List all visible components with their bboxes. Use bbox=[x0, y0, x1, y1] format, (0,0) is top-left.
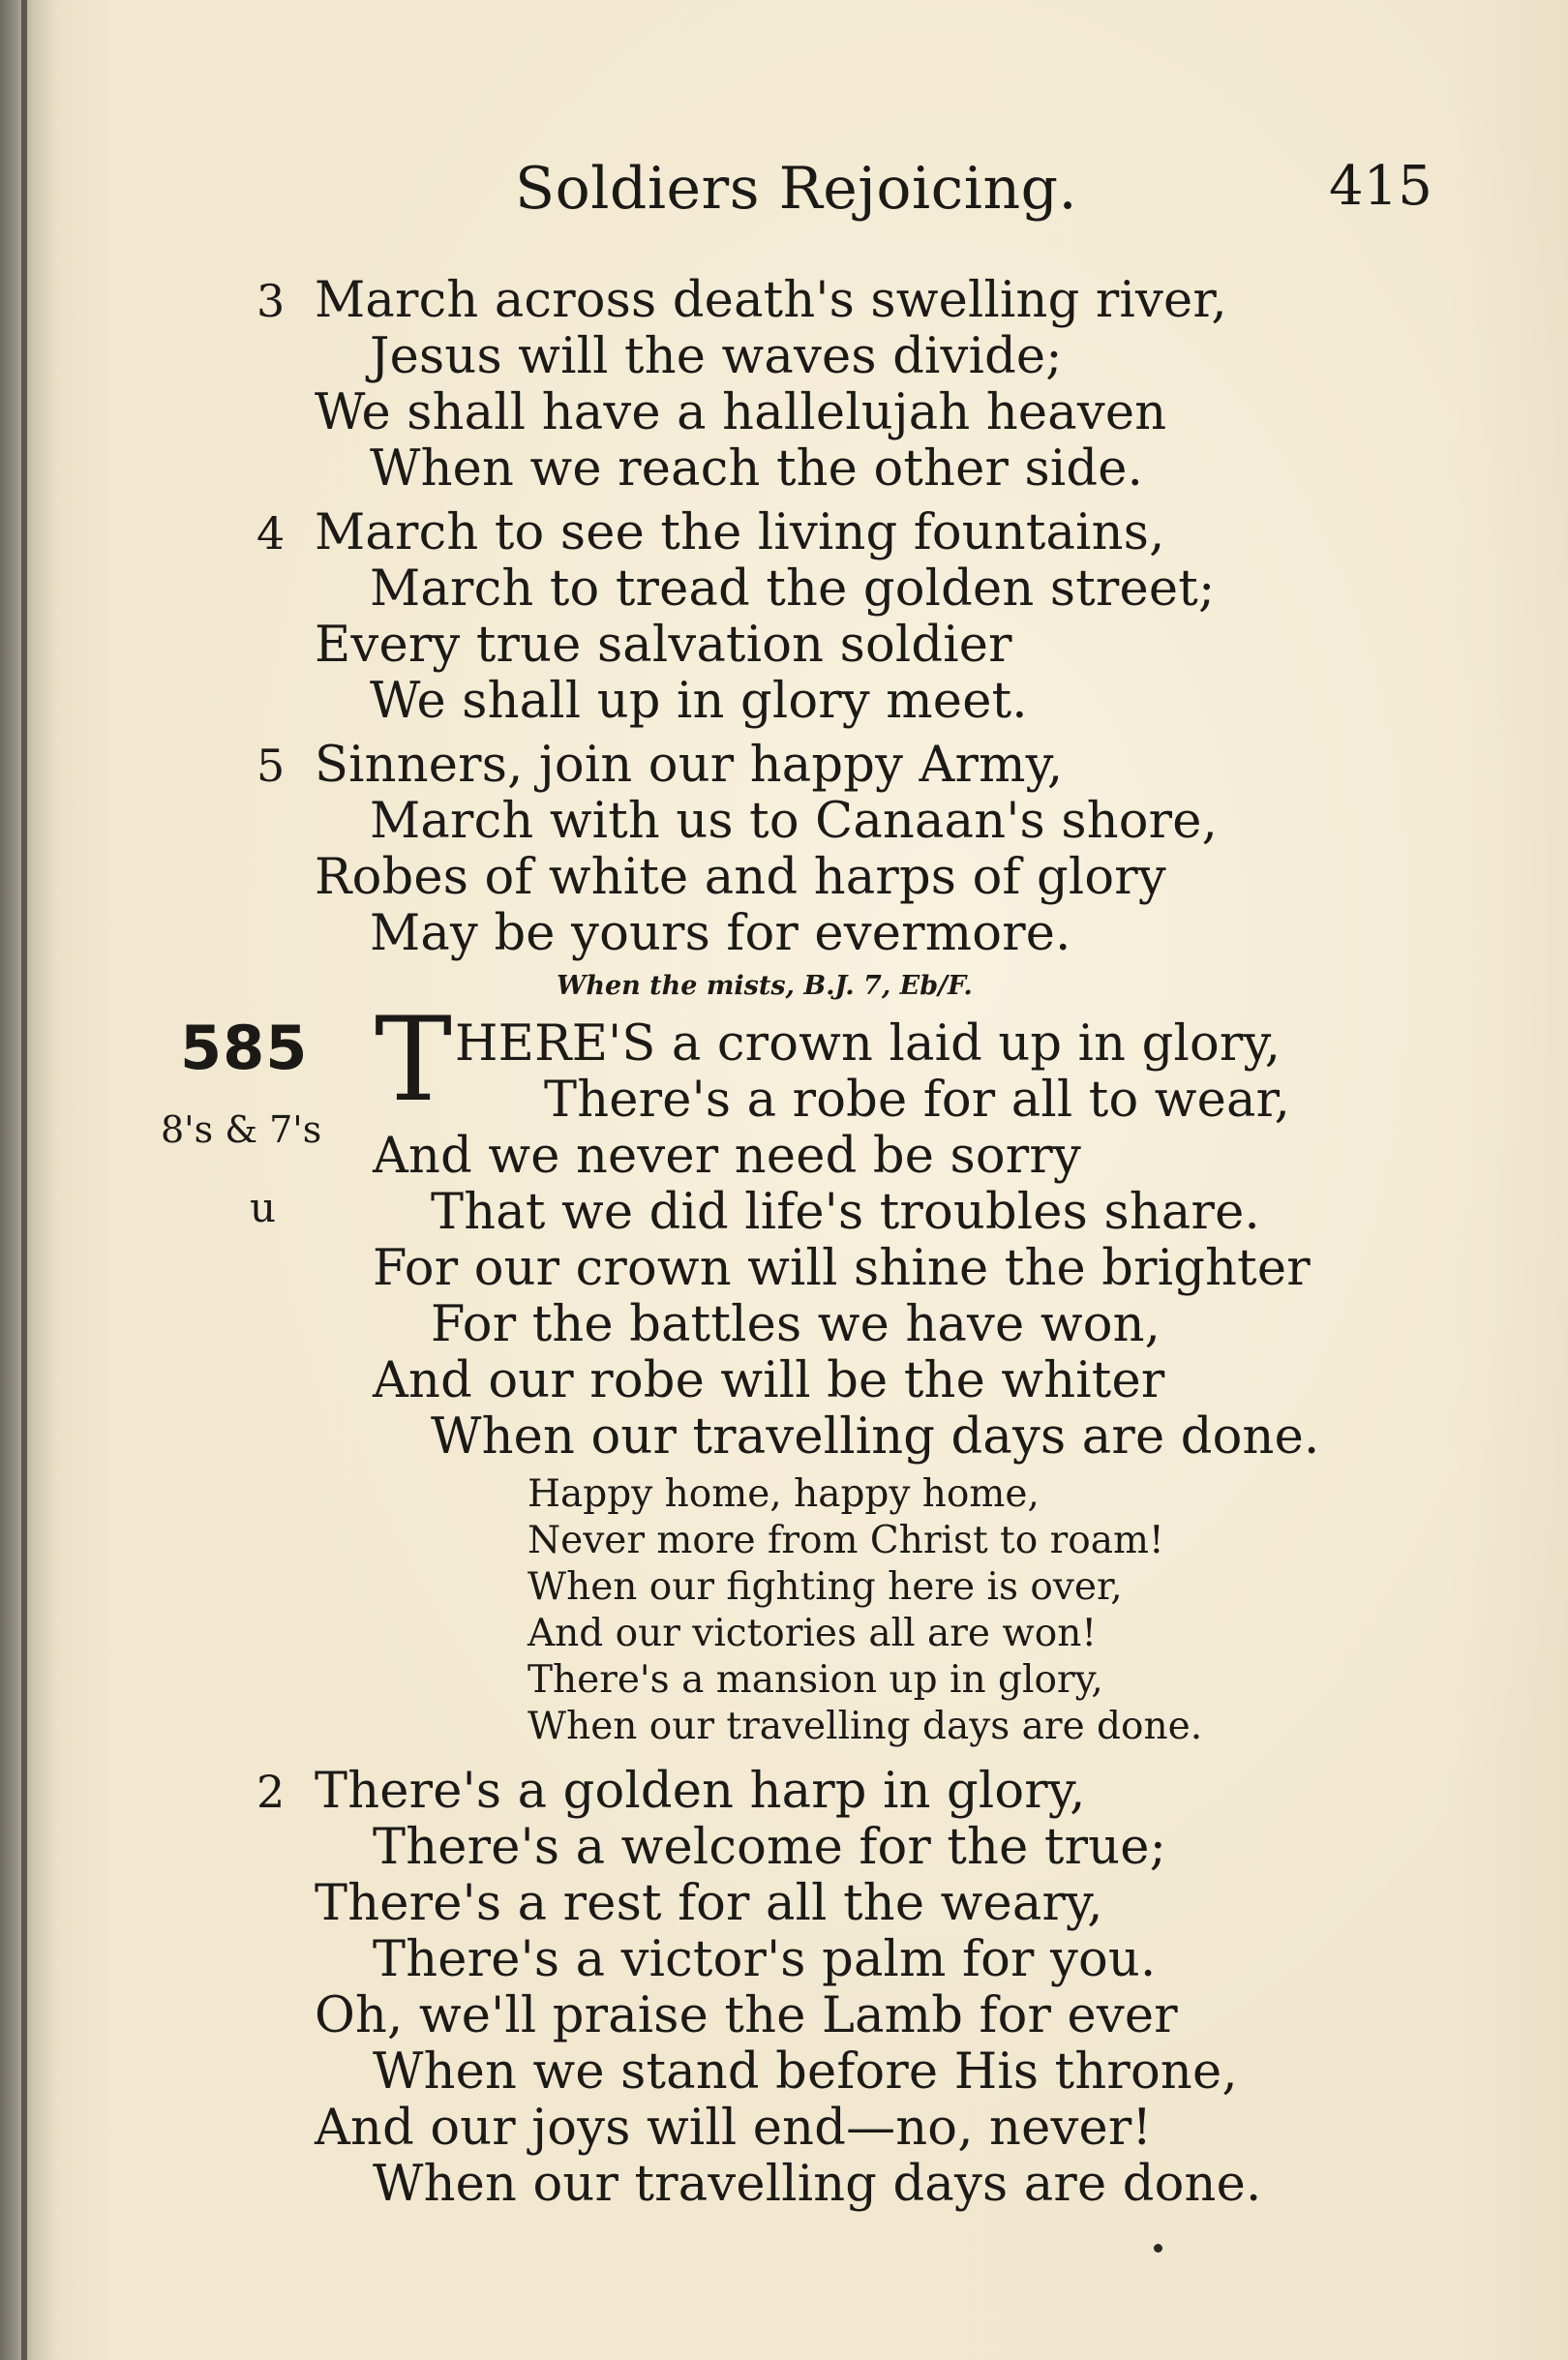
hymn-number: 585 bbox=[180, 1013, 309, 1083]
verse-line: For the battles we have won, bbox=[431, 1296, 1161, 1353]
chorus-line: When our travelling days are done. bbox=[528, 1705, 1203, 1748]
running-head: Soldiers Rejoicing. bbox=[515, 155, 1078, 223]
verse-number-3: 3 bbox=[256, 275, 286, 327]
chorus-line: Happy home, happy home, bbox=[528, 1472, 1040, 1516]
verse-line: There's a robe for all to wear, bbox=[544, 1072, 1291, 1129]
chorus-line: There's a mansion up in glory, bbox=[528, 1658, 1103, 1702]
verse-line: And our joys will end—no, never! bbox=[315, 2100, 1153, 2157]
tune-attribution: When the mists, B.J. 7, Eb/F. bbox=[557, 971, 973, 1001]
ink-speck bbox=[1154, 2244, 1162, 2253]
page-number: 415 bbox=[1329, 155, 1432, 218]
drop-cap: T bbox=[375, 993, 453, 1128]
verse-number-5: 5 bbox=[256, 740, 286, 792]
verse-line: There's a victor's palm for you. bbox=[373, 1931, 1157, 1988]
verse-line: That we did life's troubles share. bbox=[431, 1184, 1260, 1241]
verse-line: When our travelling days are done. bbox=[373, 2156, 1262, 2213]
chorus-line: And our victories all are won! bbox=[528, 1612, 1098, 1655]
verse-line: Robes of white and harps of glory bbox=[315, 849, 1166, 906]
verse-line: For our crown will shine the brighter bbox=[373, 1240, 1311, 1297]
verse-line: Every true salvation soldier bbox=[315, 617, 1012, 674]
verse-line: March to tread the golden street; bbox=[370, 560, 1216, 618]
verse-line: We shall have a hallelujah heaven bbox=[315, 384, 1167, 441]
chorus-line: When our fighting here is over, bbox=[528, 1565, 1123, 1609]
verse-line: March to see the living fountains, bbox=[315, 504, 1165, 561]
verse-line: There's a golden harp in glory, bbox=[315, 1763, 1086, 1820]
verse-line: March with us to Canaan's shore, bbox=[370, 793, 1219, 850]
verse-line: May be yours for evermore. bbox=[370, 905, 1071, 962]
verse-line: Jesus will the waves divide; bbox=[370, 328, 1063, 385]
verse-line: There's a rest for all the weary, bbox=[315, 1875, 1103, 1932]
verse-line: Oh, we'll praise the Lamb for ever bbox=[315, 1987, 1178, 2044]
book-spine-edge bbox=[21, 0, 27, 2360]
verse-line: There's a welcome for the true; bbox=[373, 1819, 1166, 1876]
verse-line: And our robe will be the whiter bbox=[373, 1352, 1165, 1409]
hymn-meter: 8's & 7's bbox=[161, 1108, 322, 1151]
verse-line: When we stand before His throne, bbox=[373, 2043, 1238, 2101]
verse-number-2: 2 bbox=[256, 1766, 286, 1818]
verse-number-4: 4 bbox=[256, 507, 286, 560]
tune-mark: u bbox=[250, 1184, 277, 1231]
verse-line: We shall up in glory meet. bbox=[370, 673, 1028, 730]
verse-line: Sinners, join our happy Army, bbox=[315, 737, 1064, 794]
verse-line: And we never need be sorry bbox=[373, 1128, 1081, 1185]
verse-line: When we reach the other side. bbox=[370, 440, 1144, 498]
verse-line: When our travelling days are done. bbox=[431, 1408, 1320, 1466]
chorus-line: Never more from Christ to roam! bbox=[528, 1519, 1164, 1562]
verse-line: HERE'S a crown laid up in glory, bbox=[455, 1015, 1282, 1073]
verse-line: March across death's swelling river, bbox=[315, 272, 1227, 329]
